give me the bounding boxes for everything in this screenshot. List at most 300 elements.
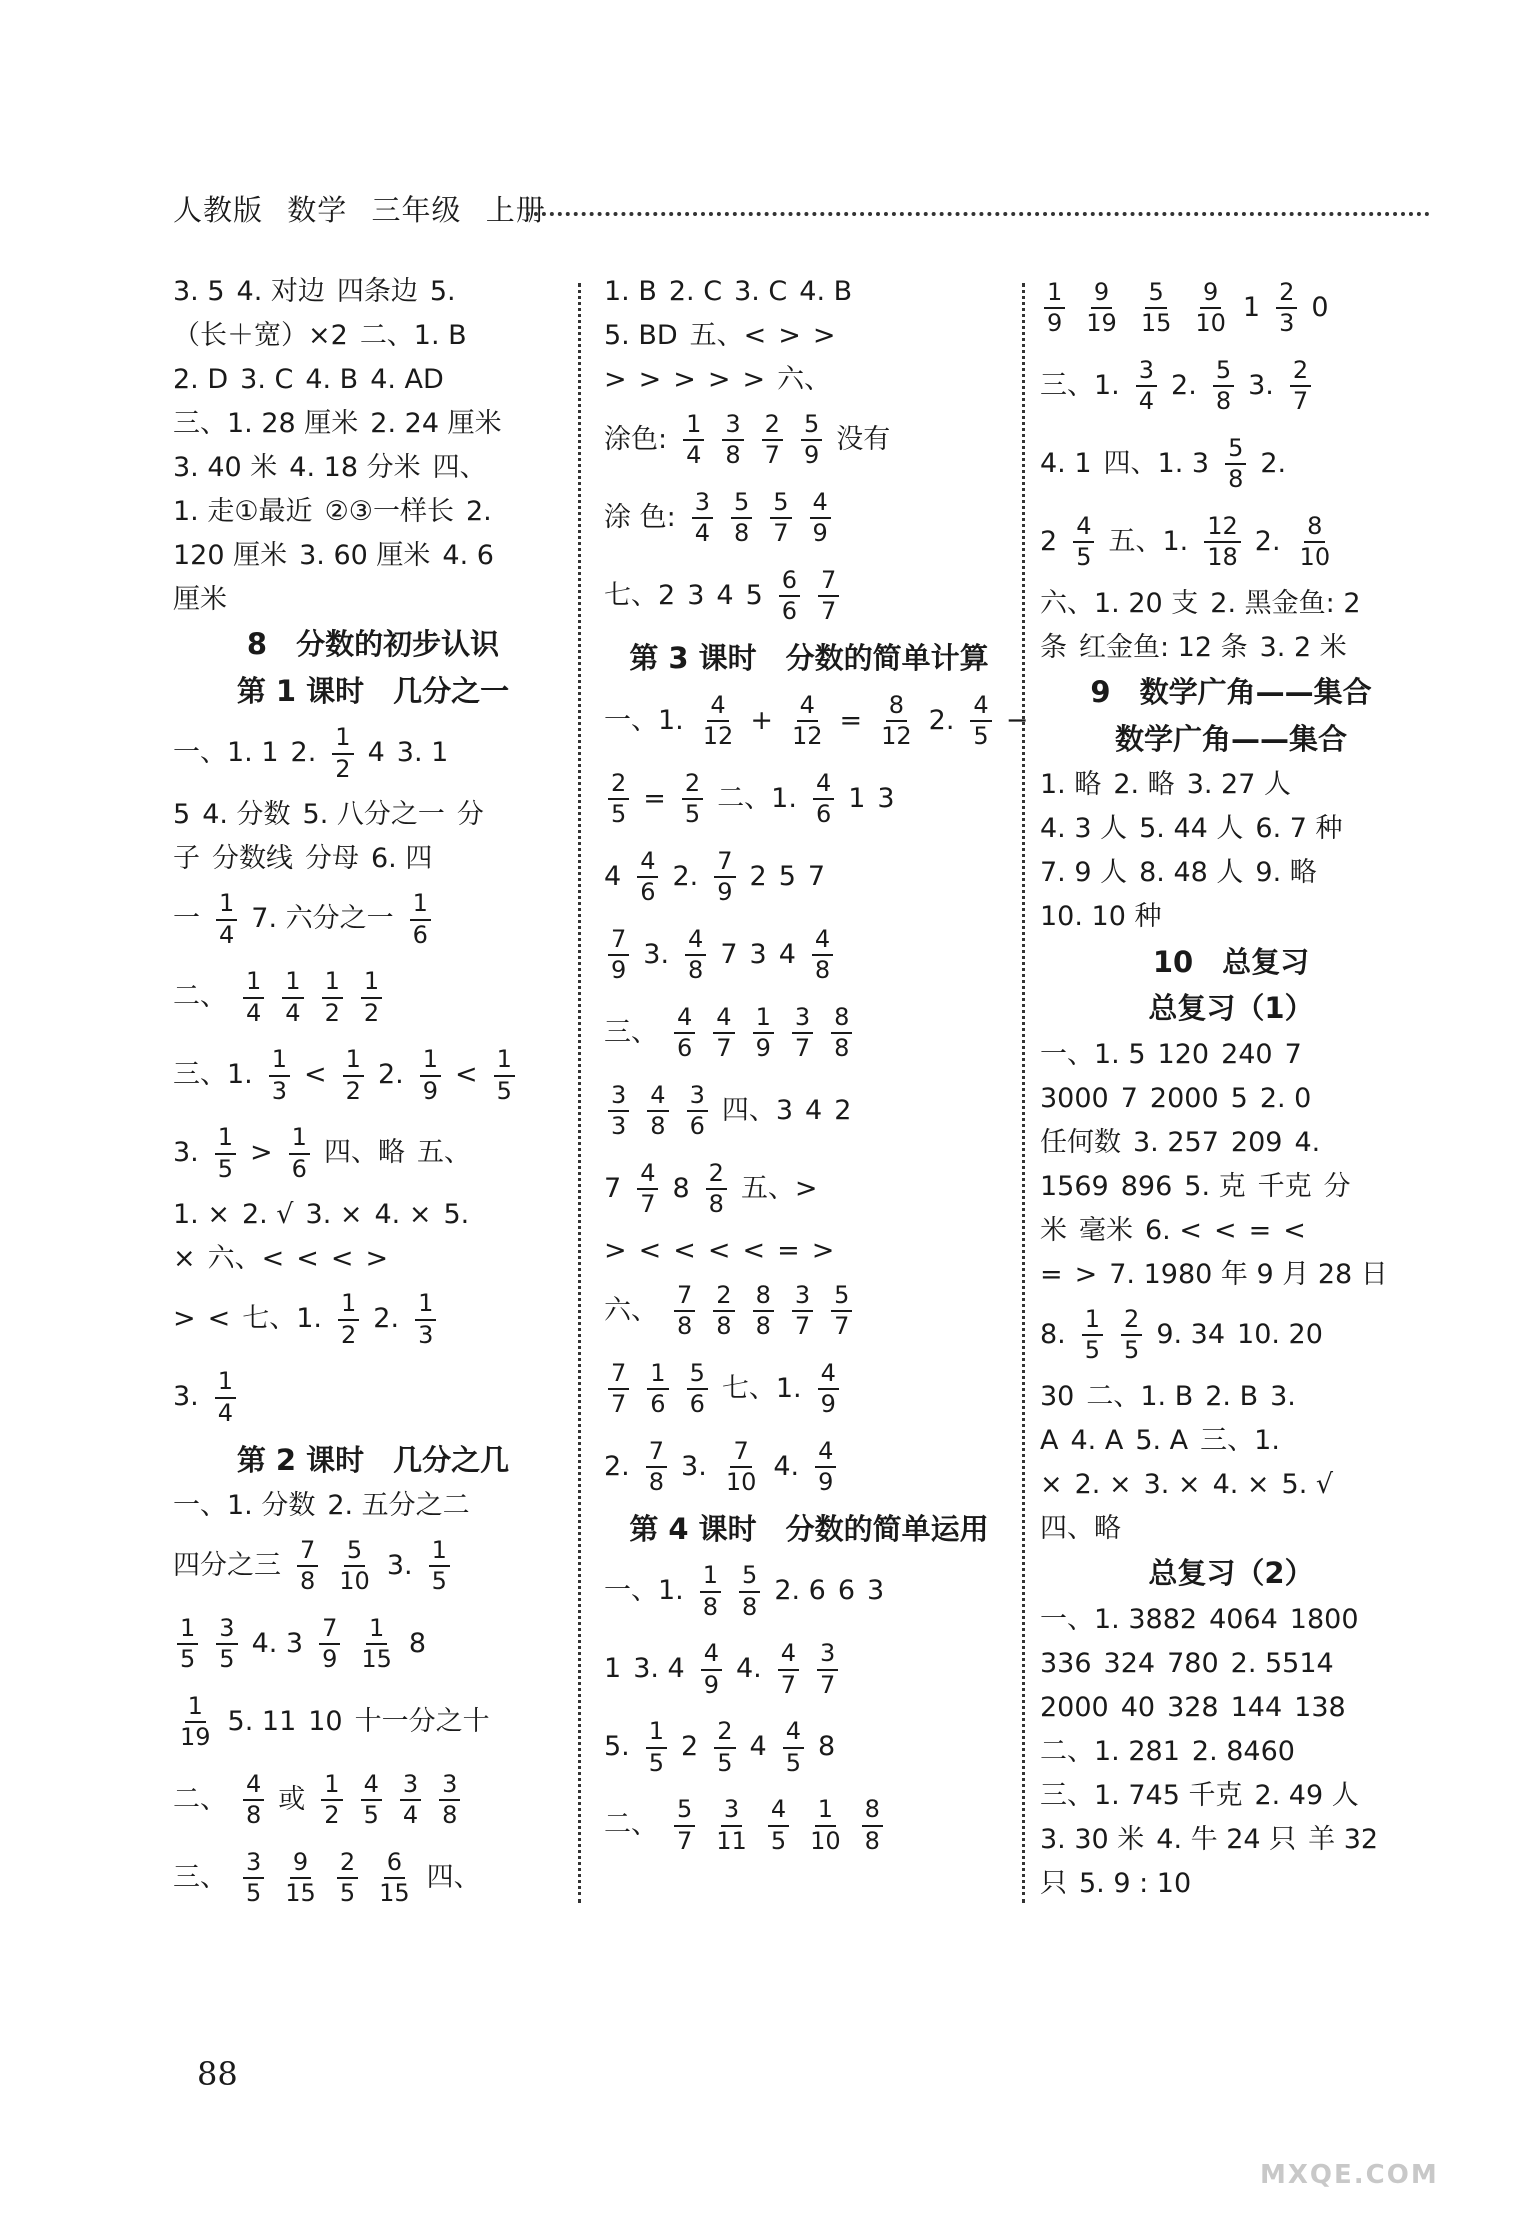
fraction-numerator: 1 xyxy=(338,1291,359,1320)
answer-text: 3. × xyxy=(1143,1468,1201,1500)
fraction xyxy=(807,1797,844,1853)
fraction-denominator: 10 xyxy=(339,1567,370,1596)
answer-line xyxy=(1040,1468,1422,1502)
fraction xyxy=(706,1158,727,1218)
answer-text: 4. 分数 xyxy=(202,799,291,831)
answer-text: 2. 24 厘米 xyxy=(370,407,502,439)
answer-text: 3000 xyxy=(1040,1082,1109,1114)
fraction-denominator: 5 xyxy=(611,799,627,828)
fraction xyxy=(361,1772,382,1828)
answer-text: 4. xyxy=(773,1450,800,1482)
answer-text: 四、3 xyxy=(721,1094,794,1126)
answer-text: 2 xyxy=(749,860,767,892)
answer-text: 6. 四 xyxy=(371,843,433,875)
answer-text: 3. 30 米 xyxy=(1040,1823,1145,1855)
answer-line xyxy=(173,1489,573,1523)
fraction-denominator: 9 xyxy=(820,1389,836,1418)
answer-text: 2. 0 xyxy=(1259,1082,1312,1114)
fraction xyxy=(789,690,826,750)
fraction-numerator: 7 xyxy=(818,568,839,597)
answer-text: 五、< xyxy=(689,319,767,351)
answer-line xyxy=(604,1793,1014,1859)
answer-line xyxy=(1040,1512,1422,1546)
answer-text: 2000 xyxy=(1149,1082,1219,1114)
answer-text: > xyxy=(365,1243,389,1275)
fraction-denominator: 15 xyxy=(285,1879,316,1908)
fraction-denominator: 3 xyxy=(1279,309,1295,337)
answer-line xyxy=(1040,587,1422,621)
answer-line xyxy=(173,887,573,953)
column-divider xyxy=(1022,283,1025,1903)
fraction-numerator: 3 xyxy=(608,1083,629,1112)
answer-text: 1 xyxy=(604,1653,622,1685)
fraction-numerator: 4 xyxy=(1073,514,1094,543)
answer-text: 3. C xyxy=(734,275,788,307)
answer-text: 10 xyxy=(308,1706,343,1738)
fraction-denominator: 4 xyxy=(217,1398,234,1427)
fraction-numerator: 5 xyxy=(731,490,752,519)
answer-line xyxy=(173,1243,573,1277)
fraction-numerator: 3 xyxy=(439,1772,460,1801)
fraction-denominator: 8 xyxy=(725,441,741,469)
answer-text: 4. 牛 24 只 xyxy=(1156,1823,1297,1855)
fraction-numerator: 1 xyxy=(815,1797,836,1826)
section-title: 10 总复习 xyxy=(1152,944,1310,979)
answer-text: 1800 xyxy=(1289,1603,1359,1635)
fraction-denominator: 9 xyxy=(611,955,627,984)
fraction-denominator: 7 xyxy=(611,1389,627,1418)
answer-line xyxy=(604,922,1014,988)
fraction-numerator: 1 xyxy=(215,1369,236,1398)
answer-text: 4. 1 xyxy=(1040,447,1092,479)
fraction xyxy=(1073,511,1094,571)
answer-text: 七、1. xyxy=(721,1372,802,1404)
answer-text: = xyxy=(643,782,666,814)
answer-text: = xyxy=(1040,1258,1063,1290)
fraction xyxy=(608,1358,629,1418)
answer-text: 324 xyxy=(1103,1647,1156,1679)
fraction-denominator: 9 xyxy=(703,1670,719,1699)
fraction xyxy=(1138,277,1175,337)
answer-text: = xyxy=(839,704,863,736)
answer-text: 120 厘米 xyxy=(173,539,288,571)
fraction-numerator: 7 xyxy=(730,1439,751,1468)
answer-text: 5. √ xyxy=(1281,1468,1334,1500)
fraction xyxy=(415,1291,436,1347)
fraction xyxy=(762,409,783,469)
answer-text: 4 xyxy=(778,938,796,970)
answer-text: 5. 11 xyxy=(227,1706,297,1738)
section-title: 总复习（2） xyxy=(1148,1556,1314,1591)
fraction-denominator: 7 xyxy=(677,1826,693,1855)
fraction xyxy=(831,1280,852,1340)
fraction xyxy=(831,1002,852,1062)
answer-text: 328 xyxy=(1167,1691,1219,1723)
fraction-numerator: 5 xyxy=(687,1361,708,1390)
answer-text: 条 xyxy=(1040,631,1067,663)
answer-text: 分母 xyxy=(305,843,359,875)
answer-text: 没有 xyxy=(836,423,891,455)
answer-line xyxy=(173,1533,573,1599)
fraction-numerator: 4 xyxy=(818,1361,839,1390)
fraction-denominator: 7 xyxy=(773,519,789,547)
answer-text: 3. xyxy=(643,938,670,970)
answer-line xyxy=(604,1234,1014,1268)
answer-text: 5. xyxy=(443,1199,470,1231)
answer-text: 3. 5 xyxy=(173,275,225,307)
answer-text: 7 xyxy=(1120,1082,1138,1114)
section-title: 第 2 课时 几分之几 xyxy=(236,1442,510,1477)
answer-text: 3. 40 米 xyxy=(173,451,278,483)
fraction-denominator: 18 xyxy=(1207,543,1238,571)
answer-text: 896 xyxy=(1120,1170,1173,1202)
answer-text: 一、1. 5 xyxy=(1040,1038,1146,1070)
answer-column-2 xyxy=(604,275,1029,1871)
answer-text: A xyxy=(1040,1424,1059,1456)
fraction xyxy=(338,1291,359,1347)
fraction xyxy=(647,1358,668,1418)
answer-text: 5 xyxy=(1230,1082,1248,1114)
answer-line xyxy=(604,1156,1014,1222)
answer-text: 四、略 xyxy=(1040,1512,1121,1544)
fraction xyxy=(701,1641,722,1697)
answer-line xyxy=(1040,1170,1422,1204)
fraction-denominator: 2 xyxy=(335,754,351,783)
answer-text: 一、1. 3882 xyxy=(1040,1603,1198,1635)
answer-text: 2 xyxy=(1040,525,1058,557)
fraction-denominator: 3 xyxy=(418,1320,434,1349)
fraction xyxy=(682,768,703,828)
fraction-numerator: 9 xyxy=(1200,280,1221,309)
fraction xyxy=(420,1047,441,1103)
fraction xyxy=(322,969,343,1025)
fraction-numerator: 7 xyxy=(297,1538,318,1567)
fraction-denominator: 7 xyxy=(780,1670,797,1699)
section-title: 第 3 课时 分数的简单计算 xyxy=(629,641,989,675)
section-title: 数学广角——集合 xyxy=(1114,721,1347,756)
answer-text: 0 xyxy=(1311,291,1329,323)
answer-text: 6 xyxy=(837,1575,856,1607)
header-subject: 数学 xyxy=(287,193,348,227)
fraction-numerator: 5 xyxy=(344,1538,365,1567)
fraction-denominator: 7 xyxy=(820,1670,836,1699)
answer-text: 4. xyxy=(736,1653,762,1685)
fraction-numerator: 3 xyxy=(1136,358,1157,387)
answer-text: 1. 走①最近 xyxy=(173,495,313,527)
answer-line xyxy=(1040,1779,1422,1813)
fraction-numerator: 1 xyxy=(289,1125,310,1154)
answer-text: 六、 xyxy=(777,363,832,395)
answer-line xyxy=(1040,1691,1422,1725)
fraction xyxy=(770,487,791,547)
fraction-numerator: 1 xyxy=(1082,1307,1103,1336)
fraction xyxy=(815,1436,836,1496)
fraction-denominator: 10 xyxy=(810,1826,841,1855)
fraction xyxy=(1297,511,1334,571)
answer-text: 4. A xyxy=(1070,1424,1124,1456)
fraction-numerator: 3 xyxy=(792,1283,813,1312)
answer-text: 6. < xyxy=(1145,1214,1202,1246)
fraction xyxy=(970,690,991,750)
answer-text: 三、1. 28 厘米 xyxy=(173,407,359,439)
fraction-denominator: 5 xyxy=(1084,1336,1101,1365)
answer-text: 五、 xyxy=(416,1137,471,1169)
fraction xyxy=(376,1850,413,1906)
fraction xyxy=(177,1616,198,1672)
fraction-numerator: 1 xyxy=(216,891,237,920)
fraction xyxy=(818,565,839,625)
answer-text: 2. xyxy=(928,704,955,736)
answer-text: 一 xyxy=(173,903,200,935)
fraction-numerator: 8 xyxy=(862,1797,883,1826)
fraction-denominator: 5 xyxy=(339,1879,356,1908)
fraction-numerator: 5 xyxy=(1225,436,1246,465)
fraction-denominator: 4 xyxy=(402,1801,419,1830)
fraction-denominator: 8 xyxy=(650,1111,666,1140)
answer-text: 7 xyxy=(720,938,738,970)
fraction xyxy=(216,1616,237,1672)
fraction-numerator: 8 xyxy=(886,693,907,722)
answer-text: 2. 五分之二 xyxy=(327,1490,470,1522)
section-title: 第 1 课时 几分之一 xyxy=(236,673,510,708)
answer-text: > xyxy=(173,1303,196,1335)
answer-text: 3. 4 xyxy=(633,1653,685,1685)
fraction-numerator: 2 xyxy=(714,1719,735,1748)
fraction-numerator: 4 xyxy=(815,1439,836,1468)
fraction-numerator: 2 xyxy=(1290,358,1311,387)
fraction-denominator: 15 xyxy=(1140,309,1172,337)
fraction-numerator: 1 xyxy=(343,1047,364,1076)
answer-text: = xyxy=(1248,1214,1272,1246)
fraction xyxy=(637,846,658,906)
fraction-denominator: 6 xyxy=(640,877,656,906)
answer-line xyxy=(604,688,1029,754)
answer-column-3 xyxy=(1040,275,1422,1911)
fraction-numerator: 4 xyxy=(685,927,706,956)
fraction-numerator: 1 xyxy=(185,1694,206,1723)
answer-text: 9. 34 xyxy=(1156,1318,1226,1350)
fraction xyxy=(637,1158,658,1218)
answer-text: 羊 32 xyxy=(1308,1823,1379,1855)
fraction-numerator: 4 xyxy=(637,849,658,878)
answer-text: 2 xyxy=(681,1731,699,1763)
fraction-numerator: 2 xyxy=(1276,280,1297,309)
answer-text: 1569 xyxy=(1040,1170,1109,1202)
fraction xyxy=(739,1563,760,1619)
fraction-numerator: 7 xyxy=(674,1283,695,1312)
fraction-denominator: 5 xyxy=(973,721,989,750)
answer-text: 4. B xyxy=(305,363,359,395)
fraction xyxy=(608,768,629,828)
answer-text: 2. xyxy=(290,737,317,769)
fraction-numerator: 7 xyxy=(608,927,629,956)
fraction-numerator: 2 xyxy=(608,771,629,800)
answer-text: < xyxy=(304,1059,327,1091)
answer-text: 5. A xyxy=(1135,1424,1189,1456)
answer-line xyxy=(604,363,1014,397)
answer-line xyxy=(604,319,1014,353)
fraction-numerator: 1 xyxy=(415,1291,436,1320)
fraction xyxy=(1225,433,1246,493)
answer-text: 4 xyxy=(367,737,385,769)
fraction-denominator: 9 xyxy=(1047,309,1063,337)
answer-text: 2. C xyxy=(668,275,723,307)
fraction-numerator: 5 xyxy=(674,1797,695,1826)
fraction-numerator: 3 xyxy=(692,490,713,519)
answer-text: 毫米 xyxy=(1079,1214,1133,1246)
answer-line xyxy=(604,1715,1014,1781)
answer-text: 3. × xyxy=(305,1199,363,1231)
answer-text: 2. B xyxy=(1205,1380,1259,1412)
answer-line xyxy=(173,1767,573,1833)
answer-text: 七、2 xyxy=(604,579,676,611)
fraction xyxy=(801,409,822,469)
fraction-denominator: 5 xyxy=(363,1801,379,1830)
answer-text: > xyxy=(811,1234,835,1266)
answer-text: 米 xyxy=(1040,1214,1067,1246)
answer-text: < xyxy=(1283,1214,1306,1246)
fraction-denominator: 6 xyxy=(689,1389,705,1418)
fraction-denominator: 8 xyxy=(677,1311,693,1340)
answer-text: 7 xyxy=(1284,1038,1302,1070)
fraction-numerator: 6 xyxy=(779,568,800,597)
fraction xyxy=(1192,277,1229,337)
fraction-numerator: 5 xyxy=(831,1283,852,1312)
answer-text: 二、 xyxy=(173,981,227,1013)
answer-text: 2. 8460 xyxy=(1191,1735,1295,1767)
answer-text: = xyxy=(777,1234,800,1266)
fraction-denominator: 9 xyxy=(812,519,828,547)
fraction-denominator: 5 xyxy=(648,1748,665,1777)
fraction-denominator: 12 xyxy=(881,721,912,750)
fraction-denominator: 4 xyxy=(246,998,262,1027)
answer-text: 240 xyxy=(1221,1038,1273,1070)
answer-line xyxy=(604,1000,1014,1066)
fraction-denominator: 9 xyxy=(818,1467,834,1496)
answer-text: 2. xyxy=(1254,525,1281,557)
fraction-numerator: 4 xyxy=(813,771,834,800)
header-dotted-rule xyxy=(526,212,1430,216)
answer-text: 2. xyxy=(377,1059,404,1091)
fraction-denominator: 8 xyxy=(814,955,831,984)
answer-line xyxy=(1040,1214,1422,1248)
fraction xyxy=(319,1616,340,1672)
answer-text: 2. × xyxy=(1074,1468,1132,1500)
fraction-denominator: 7 xyxy=(834,1311,850,1340)
fraction-denominator: 6 xyxy=(677,1033,693,1062)
fraction-numerator: 1 xyxy=(683,412,704,441)
answer-text: 40 xyxy=(1120,1691,1156,1723)
section-title: 9 数学广角——集合 xyxy=(1090,675,1372,709)
page-number: 88 xyxy=(197,2055,238,2093)
fraction xyxy=(608,1080,629,1140)
fraction xyxy=(361,969,382,1025)
answer-text: < xyxy=(742,1234,766,1266)
answer-line xyxy=(604,766,1014,832)
answer-text: 3. 27 人 xyxy=(1186,769,1291,801)
fraction-denominator: 7 xyxy=(794,1311,811,1340)
answer-text: < xyxy=(296,1243,319,1275)
fraction-denominator: 5 xyxy=(684,799,701,828)
fraction-denominator: 7 xyxy=(640,1189,656,1218)
fraction-numerator: 4 xyxy=(783,1719,804,1748)
fraction xyxy=(862,1797,883,1853)
fraction-denominator: 9 xyxy=(322,1645,338,1674)
answer-text: 3. 257 xyxy=(1133,1126,1219,1158)
answer-line xyxy=(1040,901,1422,935)
fraction-denominator: 8 xyxy=(1228,465,1244,493)
fraction-numerator: 4 xyxy=(970,693,991,722)
fraction-denominator: 8 xyxy=(1215,387,1232,415)
answer-text: 四条边 xyxy=(336,275,418,307)
fraction xyxy=(812,924,833,984)
fraction-denominator: 8 xyxy=(742,1592,758,1621)
fraction xyxy=(647,1080,668,1140)
fraction-denominator: 3 xyxy=(611,1111,627,1140)
header-grade: 三年级 xyxy=(371,193,462,227)
answer-text: 2. xyxy=(1171,369,1197,401)
fraction xyxy=(439,1772,460,1828)
fraction-numerator: 2 xyxy=(337,1850,358,1879)
answer-text: > xyxy=(638,363,662,395)
answer-text: 5. xyxy=(429,275,456,307)
answer-line xyxy=(173,495,573,529)
answer-text: 7. 1980 年 9 月 28 日 xyxy=(1109,1258,1388,1290)
answer-text: 四、 xyxy=(432,451,487,483)
fraction-numerator: 1 xyxy=(646,1719,667,1748)
fraction-numerator: 4 xyxy=(810,490,831,519)
fraction xyxy=(713,1797,750,1853)
fraction-denominator: 12 xyxy=(791,721,823,750)
fraction-denominator: 5 xyxy=(717,1748,733,1777)
answer-text: 1. × xyxy=(173,1199,230,1231)
fraction-numerator: 3 xyxy=(687,1083,708,1112)
fraction-numerator: 1 xyxy=(1044,280,1065,309)
fraction-denominator: 2 xyxy=(324,998,340,1027)
answer-text: 3. xyxy=(681,1450,707,1482)
fraction xyxy=(494,1047,515,1103)
fraction xyxy=(753,1002,774,1062)
fraction-numerator: 4 xyxy=(637,1161,658,1190)
answer-text: 三、 xyxy=(173,1862,227,1894)
fraction xyxy=(336,1538,373,1594)
answer-text: 三、1. xyxy=(1200,1424,1280,1456)
answer-text: 5. xyxy=(604,1731,630,1763)
fraction-numerator: 1 xyxy=(243,969,264,998)
answer-text: （长＋宽）×2 xyxy=(173,319,348,351)
answer-text: 3 xyxy=(749,938,767,970)
fraction-numerator: 5 xyxy=(1213,358,1234,387)
fraction-denominator: 7 xyxy=(821,597,837,625)
answer-text: 2. xyxy=(373,1303,400,1335)
answer-line xyxy=(604,563,1014,629)
fraction xyxy=(674,1002,695,1062)
answer-line xyxy=(1040,1380,1422,1414)
fraction xyxy=(723,1436,760,1496)
answer-text: 4. 对边 xyxy=(236,275,325,307)
fraction-numerator: 1 xyxy=(366,1616,387,1645)
fraction-numerator: 4 xyxy=(713,1005,734,1034)
fraction-denominator: 8 xyxy=(708,1189,724,1218)
answer-text: 二、1. B xyxy=(359,319,467,351)
fraction-denominator: 8 xyxy=(442,1801,458,1830)
fraction xyxy=(1083,277,1120,337)
answer-text: 144 xyxy=(1230,1691,1283,1723)
fraction-numerator: 9 xyxy=(1091,280,1112,309)
answer-text: 4. 18 分米 xyxy=(289,451,421,483)
answer-text: 二、1. xyxy=(717,782,797,814)
answer-text: > xyxy=(778,319,801,351)
